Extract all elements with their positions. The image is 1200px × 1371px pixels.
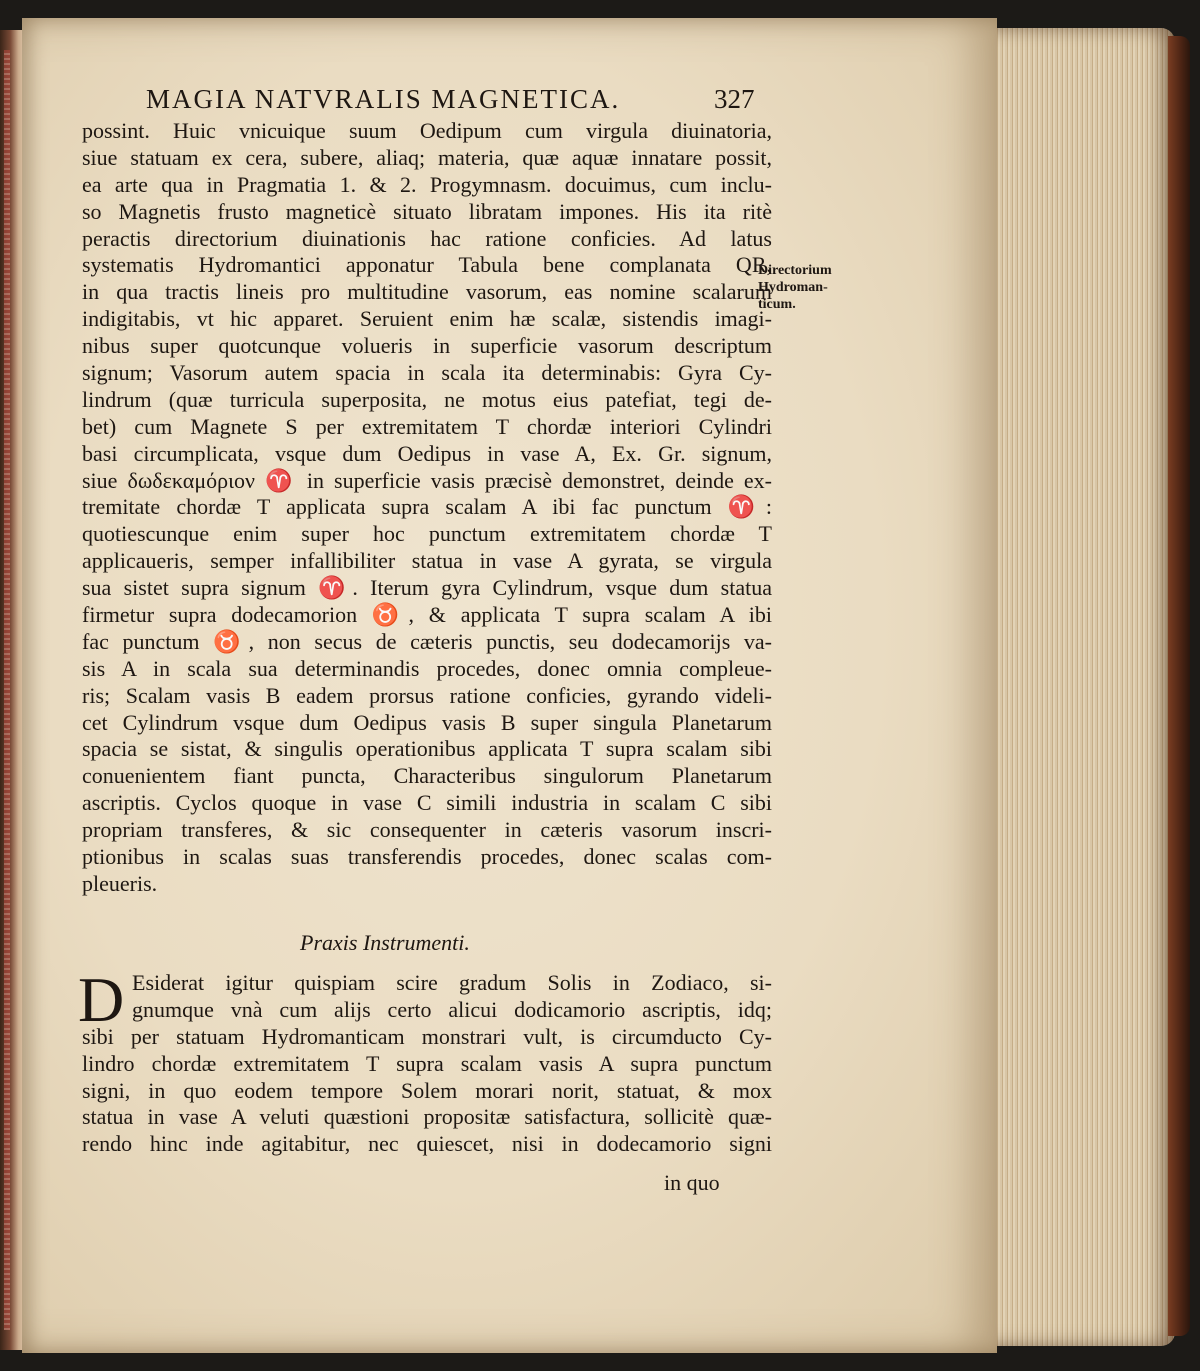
running-title: MAGIA NATVRALIS MAGNETICA. — [146, 84, 621, 114]
binding-band — [4, 50, 10, 1330]
cover-edge — [1168, 36, 1190, 1336]
praxis-text — [82, 970, 772, 1158]
marginal-note — [758, 262, 832, 313]
text-line: ascriptis. Cyclos quoque in vase C simili industria in scalam C sibi — [82, 790, 772, 816]
text-line: conuenientem fiant puncta, Characteribus singulorum Planetarum — [82, 763, 772, 789]
text-line: rendo hinc inde agitabitur, nec quiescet, nisi in dodecamorio signi — [82, 1131, 772, 1157]
text-line: applicaueris, semper infallibiliter statua in vase A gyrata, se virgula — [82, 548, 772, 574]
text-line: siue statuam ex cera, subere, aliaq; materia, quæ aquæ innatare possit, — [82, 144, 772, 170]
text-line: signi, in quo eodem tempore Solem morari norit, statuat, & mox — [82, 1077, 772, 1103]
text-line: ris; Scalam vasis B eadem prorsus ratione conficies, gyrando videli- — [82, 682, 772, 708]
marginal-note-line: Directorium — [758, 263, 832, 278]
text-line: so Magnetis frusto magneticè situato libratam impones. His ita ritè — [82, 198, 772, 224]
drop-cap: D — [78, 964, 125, 1035]
body-text — [82, 118, 772, 898]
marginal-note-line: Hydroman- — [758, 280, 828, 295]
text-line: bet) cum Magnete S per extremitatem T chordæ interiori Cylindri — [82, 413, 772, 439]
text-line: sis A in scala sua determinandis procedes, donec omnia compleue- — [82, 655, 772, 681]
text-line: basi circumplicata, vsque dum Oedipus in vase A, Ex. Gr. signum, — [82, 440, 772, 466]
text-line: indigitabis, vt hic apparet. Seruient enim hæ scalæ, sistendis imagi- — [82, 306, 772, 332]
text-line: ea arte qua in Pragmatia 1. & 2. Progymnasm. docuimus, cum inclu- — [82, 171, 772, 197]
marginal-note-line: ticum. — [758, 297, 796, 312]
text-line: quotiescunque enim super hoc punctum extremitatem chordæ T — [82, 521, 772, 547]
text-line: spacia se sistat, & singulis operationibus applicata T supra scalam sibi — [82, 736, 772, 762]
text-line: propriam transferes, & sic consequenter in cæteris vasorum inscri- — [82, 817, 772, 843]
text-line: signum; Vasorum autem spacia in scala ita determinabis: Gyra Cy- — [82, 360, 772, 386]
text-line: sua sistet supra signum ♈. Iterum gyra Cylindrum, vsque dum statua — [82, 575, 772, 601]
page-number: 327 — [714, 84, 755, 114]
text-line: pleueris. — [82, 870, 158, 896]
text-line: possint. Huic vnicuique suum Oedipum cum virgula diuinatoria, — [82, 118, 772, 143]
text-line: fac punctum ♉, non secus de cæteris punctis, seu dodecamorijs va- — [82, 628, 772, 654]
text-line: systematis Hydromantici apponatur Tabula bene complanata QR, — [82, 252, 772, 278]
text-line: cet Cylindrum vsque dum Oedipus vasis B super singula Planetarum — [82, 709, 772, 735]
text-line: sibi per statuam Hydromanticam monstrari vult, is circumducto Cy- — [82, 1023, 772, 1049]
text-line: peractis directorium diuinationis hac ratione conficies. Ad latus — [82, 225, 772, 251]
catchword: in quo — [664, 1170, 720, 1195]
text-line: gnumque vnà cum alijs certo alicui dodicamorio ascriptis, idq; — [132, 996, 772, 1022]
text-line: in qua tractis lineis pro multitudine vasorum, eas nomine scalarum — [82, 279, 772, 305]
text-line: Esiderat igitur quispiam scire gradum Solis in Zodiaco, si- — [132, 970, 772, 995]
text-line: nibus super quotcunque volueris in superficie vasorum descriptum — [82, 333, 772, 359]
text-line: tremitate chordæ T applicata supra scalam A ibi fac punctum ♈: — [82, 494, 772, 520]
text-line: firmetur supra dodecamorion ♉, & applicata T supra scalam A ibi — [82, 602, 772, 628]
text-line: statua in vase A veluti quæstioni propositæ satisfactura, sollicitè quæ- — [82, 1104, 772, 1130]
page-block-edge — [975, 28, 1175, 1346]
text-line: lindro chordæ extremitatem T supra scalam vasis A supra punctum — [82, 1050, 772, 1076]
section-heading: Praxis Instrumenti. — [300, 930, 470, 955]
text-line: lindrum (quæ turricula superposita, ne motus eius patefiat, tegi de- — [82, 386, 772, 412]
text-line: ptionibus in scalas suas transferendis procedes, donec scalas com- — [82, 844, 772, 870]
text-line: siue δωδεκαμόριον ♈ in superficie vasis præcisè demonstret, deinde ex- — [82, 467, 772, 493]
